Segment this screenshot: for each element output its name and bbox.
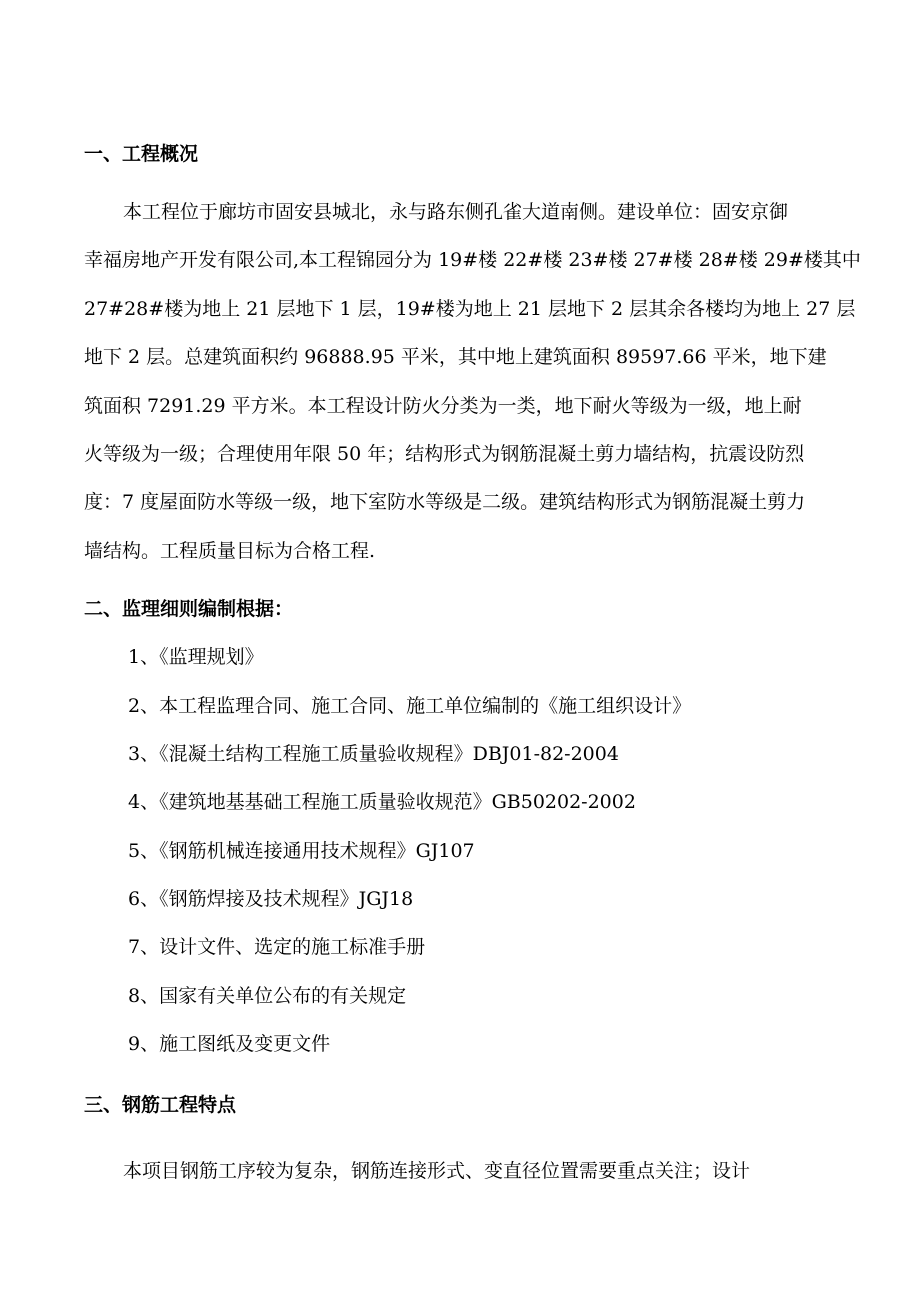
- section-1-line-4: 地下 2 层。总建筑面积约 96888.95 平米，其中地上建筑面积 89597.66 平米，地下建: [84, 346, 827, 368]
- reference-item-1: 1、《监理规划》: [128, 646, 264, 668]
- section-1-line-7: 度：7 度屋面防水等级一级，地下室防水等级是二级。建筑结构形式为钢筋混凝土剪力: [84, 491, 806, 513]
- section-1-line-6: 火等级为一级；合理使用年限 50 年；结构形式为钢筋混凝土剪力墙结构，抗震设防烈: [84, 443, 805, 465]
- section-2-heading: 二、监理细则编制根据：: [84, 598, 294, 620]
- section-1-line-2: 幸福房地产开发有限公司,本工程锦园分为 19#楼 22#楼 23#楼 27#楼 28#楼 29#楼其中: [84, 249, 861, 271]
- reference-item-7: 7、设计文件、选定的施工标准手册: [128, 936, 426, 958]
- reference-item-9: 9、施工图纸及变更文件: [128, 1033, 331, 1055]
- reference-item-6: 6、《钢筋焊接及技术规程》JGJ18: [128, 888, 414, 910]
- section-1-line-5: 筑面积 7291.29 平方米。本工程设计防火分类为一类，地下耐火等级为一级，地上耐: [84, 395, 802, 417]
- section-1-line-3: 27#28#楼为地上 21 层地下 1 层，19#楼为地上 21 层地下 2 层其余各楼均为地上 27 层: [84, 298, 856, 320]
- reference-item-3: 3、《混凝土结构工程施工质量验收规程》DBJ01-82-2004: [128, 743, 619, 765]
- reference-item-8: 8、国家有关单位公布的有关规定: [128, 985, 407, 1007]
- section-1-line-1: 本工程位于廊坊市固安县城北，永与路东侧孔雀大道南侧。建设单位：固安京御: [123, 201, 789, 223]
- section-1-heading: 一、工程概况: [84, 143, 199, 165]
- section-3-line-1: 本项目钢筋工序较为复杂，钢筋连接形式、变直径位置需要重点关注；设计: [123, 1160, 751, 1182]
- section-1-line-8: 墙结构。工程质量目标为合格工程.: [84, 540, 376, 562]
- reference-item-5: 5、《钢筋机械连接通用技术规程》GJ107: [128, 840, 475, 862]
- reference-item-2: 2、本工程监理合同、施工合同、施工单位编制的《施工组织设计》: [128, 695, 692, 717]
- reference-item-4: 4、《建筑地基基础工程施工质量验收规范》GB50202-2002: [128, 791, 636, 813]
- section-3-heading: 三、钢筋工程特点: [84, 1094, 237, 1116]
